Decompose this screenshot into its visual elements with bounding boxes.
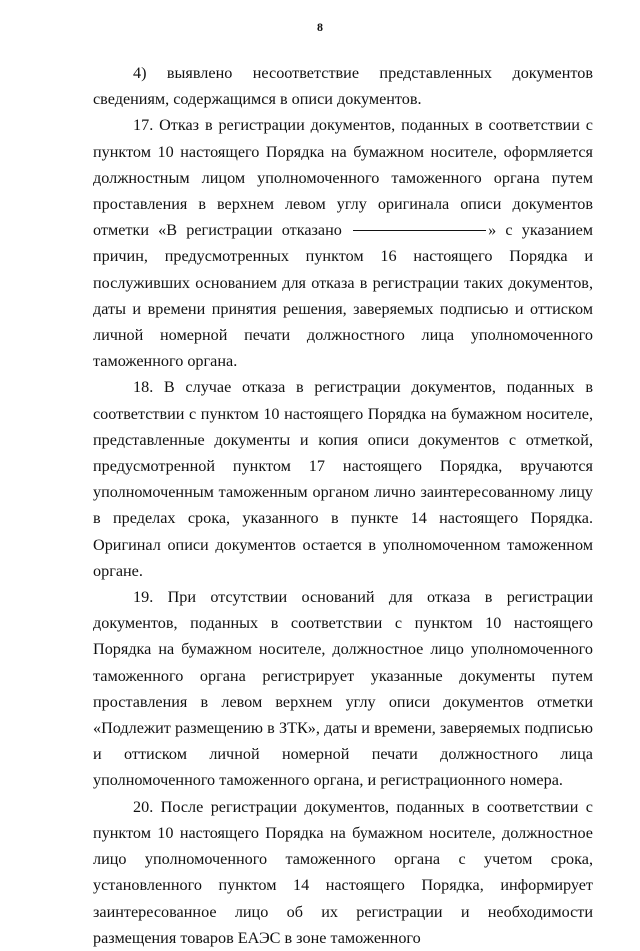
paragraph-18: 18. В случае отказа в регистрации документов, поданных в соответствии с пунктом 10 настоящего Порядка на бумажном носителе, представленные документы и копия описи документов с отметкой, предусмотренной пунктом 17 настоящего Порядка, вручаются уполномоченным таможенным органом лично заинтересованному лицу в пределах срока, указанного в пункте 14 настоящего Порядка. Оригинал описи документов остается в уполномоченном таможенном органе. bbox=[93, 378, 593, 580]
paragraph-17-text-before: 17. Отказ в регистрации документов, поданных в соответствии с пунктом 10 настоящего Порядка на бумажном носителе, оформляется должностным лицом уполномоченного таможенного органа путем проставления в верхнем левом углу оригинала описи документов отметки «В регистрации отказано bbox=[93, 116, 593, 240]
document-body bbox=[93, 60, 593, 951]
page-number: 8 bbox=[317, 20, 323, 34]
paragraph-17 bbox=[93, 112, 593, 374]
paragraph-19: 19. При отсутствии оснований для отказа в регистрации документов, поданных в соответствии с пунктом 10 настоящего Порядка на бумажном носителе, должностное лицо уполномоченного таможенного органа регистрирует указанные документы путем проставления в левом верхнем углу описи документов отметки «Подлежит размещению в ЗТК», даты и времени, заверяемых подписью и оттиском личной номерной печати должностного лица уполномоченного таможенного органа, и регистрационного номера. bbox=[93, 588, 593, 790]
paragraph-17-text-after: » с указанием причин, предусмотренных пунктом 16 настоящего Порядка и послуживших основанием для отказа в регистрации таких документов, даты и времени принятия решения, заверяемых подписью и оттиском личной номерной печати должностного лица уполномоченного таможенного органа. bbox=[93, 221, 594, 371]
paragraph-item-4: 4) выявлено несоответствие представленных документов сведениям, содержащимся в описи документов. bbox=[93, 64, 593, 109]
blank-line bbox=[353, 229, 486, 231]
paragraph-20: 20. После регистрации документов, поданных в соответствии с пунктом 10 настоящего Порядка на бумажном носителе, должностное лицо уполномоченного таможенного органа с учетом срока, установленного пунктом 14 настоящего Порядка, информирует заинтересованное лицо об их регистрации и необходимости размещения товаров ЕАЭС в зоне таможенного bbox=[93, 797, 593, 947]
